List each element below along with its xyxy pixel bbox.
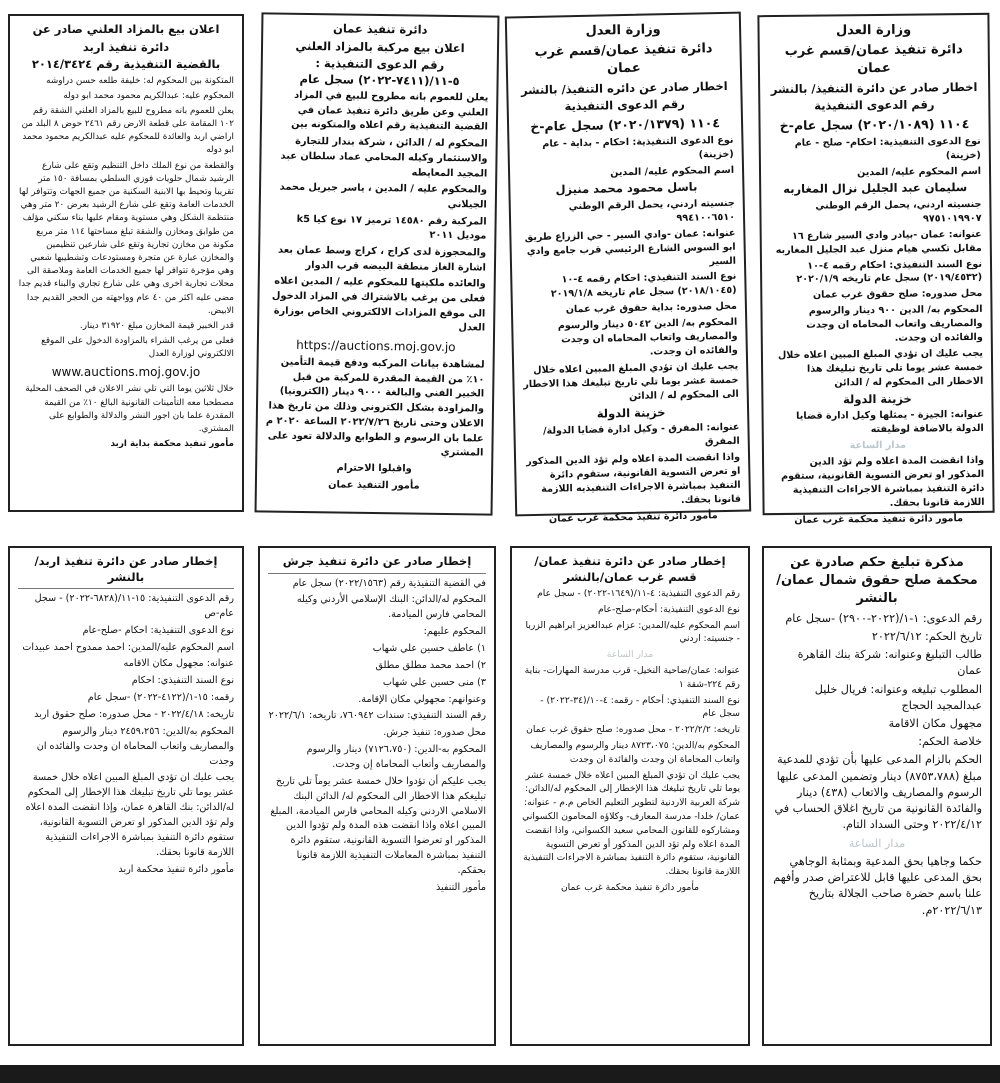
ad-case-label: رقم الدعوى التنفيذية — [564, 96, 685, 114]
ad-debtors-label: المحكوم عليهم: — [423, 626, 486, 638]
ad-address: عنوانه: عمان/ضاحية النخيل- قرب مدرسة المهارات- بناية رقم ٢٢٤-شقة ١ — [524, 665, 740, 690]
ad-case-number: ١١٠٤ (٢٠٢٠/١٠٨٩) سجل عام-خ — [779, 115, 970, 133]
ad-debtor-2: ٢) احمد محمد مطلق مطلق — [375, 659, 486, 671]
ad-ruling: حكما وجاهيا بحق المدعية وبمثابة الوجاهي بحق المدعى عليها قابل للاعتراض صدر وأفهم علنا باسم حضرة صاحب الجلالة بتاريخ ٢٠٢٢/٦/١٣م. — [773, 854, 982, 917]
ad-creditor-address: عنوانه: المفرق - وكيل ادارة قضايا الدولة/ المفرق — [542, 421, 740, 448]
ad-dept: دائرة تنفيذ عمان/قسم غرب عمان — [784, 42, 963, 77]
ad-debtor-name: سليمان عبد الجليل نزال المغاربه — [783, 180, 968, 197]
ad-body-4: المركبة رقم ١٤٥٨٠ ترميز ١٧ نوع كيا k5 موديل ٢٠١١ — [296, 213, 487, 242]
ad-property-auction-irbid — [8, 14, 244, 512]
ad-para-3: يعلن للعموم بانه مطروح للبيع بالمزاد العلني الشقة رقم ١٠٢ المقامة على قطعة الارض رقم ٢٤٦١ حوض ٨ البلد من اراضي اربد والعائدة للمحكوم عليه عبدالكريم محمود محمد ابو دوله — [21, 105, 234, 156]
ad-debtor-nationality: جنسيته اردني، يحمل الرقم الوطني ٩٧٥١٠١٩٩٠٧ — [815, 198, 982, 225]
ad-divider — [268, 573, 486, 574]
ad-closing: واقبلوا الاحترام — [336, 462, 412, 475]
ad-body-7: لمشاهدة بيانات المركبه ودفع قيمة التأمين ١٠٪ من القيمة المقدرة للمركبة من قبل الخبير الفني والبالغة ٩٠٠٠ دينار (الكترونيا) والمزاودة بشكل الكتروني وذلك من تاريخ هذا الاعلان وحتى تاريخ ٢٠٢٢/٧/٢٦ الساعة ٢٠٢٠ م علما بان الرسوم و الطوابع والدلالة تعود على المشتري — [265, 356, 485, 459]
ad-para-7: خلال ثلاثين يوما التي تلي نشر الاعلان في الصحف المحلية مصطحبا معه التأمينات القانونية البالغ ١٠٪ من القيمة المقدرة علما بان اجور النشر والدلالة والطوابع على المشتري. — [25, 384, 234, 435]
ad-vehicle-auction — [255, 12, 500, 515]
ad-title-1: اعلان بيع بالمزاد العلني صادر عن — [32, 22, 220, 36]
ad-body-5: والمحجوزة لدى كراج ، كراج وسط عمان بعد اشارة الغاز منطقة البيضه قرب الدوار — [277, 244, 487, 274]
ad-title: إخطار صادر عن دائرة تنفيذ جرش — [282, 554, 472, 568]
ad-type: نوع الدعوى التنفيذية: أحكام-صلح-عام — [597, 603, 740, 615]
ad-debtor-label: اسم المحكوم عليه/ المدين — [857, 165, 982, 178]
ad-case-type: نوع الدعوى التنفيذية: احكام - بداية - عام (خزينة) — [542, 134, 734, 161]
ad-residence: مجهول مكان الاقامة — [888, 716, 982, 730]
ad-dept: دائرة تنفيذ عمان/قسم غرب عمان — [534, 41, 713, 77]
ad-date: تاريخه: ٢٠٢٢/٤/١٨ - محل صدوره: صلح حقوق اربد — [34, 709, 234, 721]
ad-case: في القضية التنفيذية رقم (٢٠٢٢/١٥٦٣) سجل عام — [292, 577, 486, 589]
ad-creditor: خزينة الدولة — [842, 391, 912, 407]
ad-deed: نوع السند التنفيذي: احكام رقمه ٤-١٠ (٢٠١٨/١٠٤٥) سجل عام تاريخه ٢٠١٩/١/٨ — [550, 271, 737, 301]
ad-address: عنوانه: مجهول مكان الاقامه — [123, 658, 234, 670]
page-bottom-bar — [0, 1065, 1000, 1083]
ad-debtor-nationality: جنسيته اردني، يحمل الرقم الوطني ٩٩٤١٠٠٦٥١٠ — [568, 197, 736, 224]
ad-date: تاريخه: ٢٠٢٢/٢/٢ - محل صدوره: صلح حقوق غرب عمان — [526, 724, 740, 736]
ad-deed: نوع السند التنفيذي: احكام رقمه ٤-١٠ (٢٠١٩/٤٥٣٢) سجل عام تاريخه ٢٠٢٠/١/٩ — [796, 258, 983, 286]
ad-creditor: المحكوم له/الدائن: البنك الإسلامي الأردني وكيله المحامي فارس الميادمة. — [296, 594, 486, 621]
ad-debtor-label: اسم المحكوم عليه/ المدين — [610, 164, 735, 178]
ad-execution-notice-1649 — [510, 546, 750, 1046]
ad-deed-type: نوع السند التنفيذي: احكام — [131, 675, 234, 687]
ad-deed-number: رقمه: ١٥-١/(٤١٢٢-٢٠٢٢) -سجل عام — [87, 692, 234, 704]
ad-watermark: مدار الساعة — [606, 649, 654, 661]
ad-signature: مأمور دائرة تنفيذ محكمة غرب عمان — [560, 881, 700, 893]
ad-case: رقم الدعوى: ١-١/(٢٠٢٢-٢٩٠٠) -سجل عام — [785, 611, 982, 625]
ad-execution-notice-jerash — [258, 546, 496, 1046]
ad-title: إخطار صادر عن دائرة تنفيذ اربد/بالنشر — [34, 554, 218, 584]
ad-para-5: قدر الخبير قيمة المخازن مبلغ ٣١٩٢٠ دينار. — [79, 320, 234, 331]
ad-case-number: بالقضية التنفيذية رقم ٢٠١٤/٣٤٢٤ — [31, 57, 221, 72]
ad-divider — [18, 588, 234, 589]
ad-watermark: مدار الساعة — [848, 836, 906, 850]
ad-amount: المحكوم به/ الدين ٩٠٠ دينار والرسوم والمصاريف واتعاب المحاماه ان وجدت والفائده ان وجدت. — [806, 304, 983, 344]
ad-address: عنوانه: عمان -بيادر وادي السير شارع ١٦ مقابل تكسي هيام منزل عبد الجليل المغاربه — [775, 228, 982, 256]
ad-signature: مأمور دائرة تنفيذ محكمة غرب عمان — [548, 509, 718, 525]
ad-case-label: رقم الدعوى التنفيذية — [814, 97, 935, 113]
ad-issued: محل صدوره: بداية حقوق غرب عمان — [565, 301, 738, 316]
ad-debtor-1: ١) عاطف حسين علي شهاب — [372, 642, 486, 654]
ad-requester: طالب التبليغ وعنوانه: شركة بنك القاهرة عمان — [797, 648, 982, 678]
ad-dept: دائرة تنفيذ عمان — [332, 21, 428, 37]
ad-judgment-notice — [762, 546, 992, 1046]
ad-signature: مأمور التنفيذ عمان — [328, 478, 420, 492]
ad-warning: واذا انقضت المدة اعلاه ولم تؤد الدين المذكور او تعرض التسوية القانونية، ستقوم دائرة التنفيذ بمباشرة الاجراءات التنفيذية اللازمة قانونا بحقك. — [781, 454, 985, 509]
ad-title: اعلان بيع مركبة بالمزاد العلني — [295, 38, 465, 55]
ad-title-2: دائرة تنفيذ اربد — [82, 39, 170, 54]
ad-pay-instruction: يجب عليك ان تؤدي المبلغ المبين اعلاه خلال خمسة عشر يوما تلي تاريخ تبليغك هذا الاخطار الى المحكوم له / الدائن — [523, 360, 739, 402]
ad-debtor-3: ٣) منى حسين علي شهاب — [382, 676, 486, 688]
ad-title: مذكرة تبليغ حكم صادرة عن محكمة صلح حقوق شمال عمان/بالنشر — [776, 555, 978, 607]
ad-pay-instruction: يجب عليك ان تؤدي المبلغ المبين اعلاه خلال خمسة عشر يوما تلي تاريخ تبليغك هذا الاخطار الى المحكوم له / الدائن — [777, 347, 984, 389]
ad-body-1: يعلن للعموم بانه مطروح للبيع في المزاد العلني وعن طريق دائرة تنفيذ عمان في القضية التنفيذية رقم اعلاه والمتكونه بين — [291, 89, 489, 133]
ad-pay-instruction: يجب عليكم أن تؤدوا خلال خمسة عشر يوماً تلي تاريخ تبليغكم هذا الاخطار الى المحكوم له/ الدائن البنك الاسلامي الاردني وكيله المحامي فارس الميادمة، المبلغ المبين اعلاه واذا انقضت هذه المدة ولم تؤدوا الدين المذكور او تعرضوا التسوية القانونية، ستقوم دائرة التنفيذ بمباشرة المعاملات التنفيذية اللازمة قانونا بحقكم. — [270, 775, 486, 876]
ad-signature: مأمور تنفيذ محكمة بداية اربد — [110, 439, 234, 450]
ad-auction-url[interactable]: www.auctions.moj.gov.jo — [51, 365, 201, 380]
ad-debtor: اسم المحكوم عليه/المدين: احمد ممدوح احمد عبيدات — [22, 641, 234, 653]
ad-signature: مأمور التنفيذ — [435, 881, 486, 893]
ad-notice-title: اخطار صادر عن دائرة التنفيذ/ بالنشر — [770, 79, 978, 96]
ad-title: إخطار صادر عن دائرة تنفيذ عمان/ قسم غرب عمان/بالنشر — [534, 554, 726, 584]
ad-para-1: المتكونة بين المحكوم له: خليفة طلعه حسن دراوشه — [46, 75, 234, 86]
ad-case: رقم الدعوى التنفيذية: ١٥-١١/(٦٨٢٨-٢٠٢٢) - سجل عام-ص — [34, 593, 234, 619]
ad-judgment-date: تاريخ الحكم: ٢٠٢٢/٦/١٢ — [871, 629, 982, 643]
ad-watermark: مدار الساعة — [849, 439, 907, 452]
ad-case-number: رقم الدعوى التنفيذية : ٥-١١/(٧٤١١-٢٠٢٢) سجل عام — [299, 56, 460, 88]
ad-notice-title: اخطار صادر عن دائره التنفيذ/ بالنشر — [520, 78, 728, 97]
ad-case-type: نوع الدعوى التنفيذية: احكام- صلح - عام (خزينة) — [794, 135, 981, 161]
ad-issued: محل صدوره: صلح حقوق غرب عمان — [812, 288, 983, 302]
ad-amount: المحكوم به/الدين: ٢٤٥٩،٢٥٦ دينار والرسوم والمصاريف واتعاب المحاماة ان وجدت والفائده ان وجدت — [36, 725, 234, 767]
ad-pay-instruction: يجب عليك ان تؤدي المبلغ المبين اعلاه خلال خمسة عشر يوما تلي تاريخ تبليغك هذا الإخطار إلى المحكوم له/الدائن: شركة العربية الاردنية لتطوير التعليم الخاص م.م - عنوانه: عمان/ خلدا- مدرسة المعارف- وكلاؤه المحامون الكسواني ومشاركوه للقانون المحامي سعيد الكسواني، واذا انقضت المدة اعلاه ولم تؤد الدين المذكور أو تعرض التسوية القانونية، ستقوم دائرة التنفيذ بمباشرة الاجراءات التنفيذية اللازمة قانونا بحقك. — [522, 769, 740, 878]
ad-para-6: فعلى من يرغب الشراء بالمزاودة الدخول على الموقع الالكتروني لوزارة العدل — [41, 336, 234, 360]
ad-body-6: والعائده ملكيتها للمحكوم عليه / المدين اعلاه فعلى من يرغب بالاشتراك في المزاد الدخول الى موقع المزادات الالكتروني الخاص بوزارة العدل — [271, 275, 486, 334]
ad-amount: المحكوم به/الدين: ٨٧٢٣،٠٧٥ دينار والرسوم والمصاريف واتعاب المحاماة ان وجدت والفائدة ان وجدت — [530, 740, 740, 765]
ad-case: رقم الدعوى التنفيذية: ٤-١١/(١٦٤٩-٢٠٢٢) - سجل عام — [537, 588, 740, 600]
ad-deed: نوع السند التنفيذي: أحكام - رقمه: ٤-١٠/(٣٤-٢٠٢٢) - سجل عام — [540, 694, 740, 720]
ad-address: عنوانه: عمان -وادي السير - حي الزراع طريق ابو السوس الشارع الرئيسي قرب جامع وادي السير — [524, 227, 737, 267]
ad-address: وعنوانهم: مجهولي مكان الإقامة. — [358, 693, 486, 705]
ad-issued: محل صدوره: تنفيذ جرش. — [383, 727, 486, 739]
ad-para-4: والقطعة من نوع الملك داخل التنظيم وتقع على شارع الرشيد شمال حلويات فوزي السلطي بمسافة ١٥٠ متر تقريبا وتحيط بها الابنية السكنية من جميع الجهات وتتوافر لها الخدمات العامة وتقع على شارع الرشيد بعرض ٢٠ متر وهي منتظمة الشكل وهي مستوية ومقام عليها بناء سكني مؤلف من طوابق ومخازن والشقة تبلغ مساحتها ١١٤ متر مربع مكونة من مخازن تجارية وتقع على شارعين تنظيمين والمخازن عبارة عن متجرة ومستودعات وتشطيبها شعبي وهي مؤجرة تتوافر لها جميع الخدمات العامة وملاصقة الى محلات تجارية اخرى وهي على شارع تجاري والبناء قديم جدا مضى عليه اكثر من ٤٠ عام وواجهته من الحجر القديم جدا الابيض. — [18, 160, 234, 316]
ad-ministry: وزارة العدل — [585, 22, 661, 39]
ad-creditor: خزينة الدولة — [596, 404, 666, 421]
ad-execution-notice-1379 — [505, 12, 751, 525]
ad-debtor-name: باسل محمود محمد منيزل — [555, 179, 698, 197]
ad-creditor-address: عنوانه: الجيزة - يمثلها وكيل ادارة قضايا الدولة بالاضافة لوظيفته — [796, 409, 984, 436]
ad-signature: مأمور دائرة تنفيذ محكمة اربد — [118, 863, 234, 875]
ad-summary: الحكم بالزام المدعى عليها بأن تؤدي للمدعية مبلغ (٨٧٥٣،٧٨٨) دينار وتضمين المدعى عليها الرسوم والمصاريف والاتعاب (٤٣٨) دينار والفائدة القانونية من تاريخ اغلاق الحساب في ٢٠٢٢/٤/١٢ وحتى السداد التام. — [774, 753, 982, 832]
ad-para-2: المحكوم عليه: عبدالكريم محمود محمد ابو دوله — [63, 90, 234, 101]
ad-signature: مأمور دائرة تنفيذ محكمة غرب عمان — [794, 512, 964, 526]
ad-auction-url[interactable]: https://auctions.moj.gov.jo — [296, 337, 456, 355]
ad-body-2: المحكوم له / الدائن ، شركة بندار للتجارة والاستثمار وكيله المحامي عماد سلطان عبد المجيد المعايطه — [280, 135, 488, 180]
ad-target: المطلوب تبليغه وعنوانه: فريال خليل عبدالمجيد الحجاج — [814, 682, 982, 712]
ad-debtor: اسم المحكوم عليه/المدين: عزام عبدالعزيز ابراهيم الزربا - جنسيته: اردني — [525, 619, 740, 645]
ad-amount: المحكوم به-الدين: (٧١٢٦،٧٥٠) دينار والرسوم والمصاريف وأتعاب المحاماة إن وجدت. — [306, 744, 486, 770]
ad-body-3: والمحكوم عليه / المدين ، ياسر جبريل محمد الجيلاني — [279, 181, 488, 211]
ad-summary-label: خلاصة الحكم: — [918, 735, 982, 749]
ad-type: نوع الدعوى التنفيذية: احكام -صلح-عام — [82, 624, 234, 636]
ad-execution-notice-irbid — [8, 546, 244, 1046]
ad-ministry: وزارة العدل — [835, 22, 912, 39]
ad-pay-instruction: يجب عليك ان تؤدي المبلغ المبين اعلاه خلال خمسة عشر يوما تلي تاريخ تبليغك هذا الإخطار إلى المحكوم له/الدائن: بنك القاهرة عمان، وإذا انقضت المدة اعلاه ولم تؤد الدين المذكور او تعرض التسوية القانونية، ستقوم دائرة التنفيذ بمباشرة الاجراءات التنفيذية اللازمة قانونا بحقك. — [25, 772, 234, 858]
ad-warning: واذا انقضت المدة اعلاه ولم تؤد الدين المذكور او تعرض التسوية القانونية، ستقوم دائرة التنفيذ بمباشرة الاجراءات التنفيذيه اللازمة قانونا بحقك. — [526, 451, 742, 506]
ad-execution-notice-1089 — [757, 13, 994, 526]
ad-deed: رقم السند التنفيذي: سندات ٧٦٠٩٤٢، تاريخه: ٢٠٢٢/٦/١ — [268, 710, 486, 722]
ad-amount: المحكوم به/ الدين ٥٠٤٢ دينار والرسوم والمصاريف واتعاب المحاماه ان وجدت والفائده ان وجدت. — [557, 316, 738, 358]
ad-case-number: ١١٠٤ (٢٠٢٠/١٣٧٩) سجل عام-خ — [530, 114, 721, 134]
